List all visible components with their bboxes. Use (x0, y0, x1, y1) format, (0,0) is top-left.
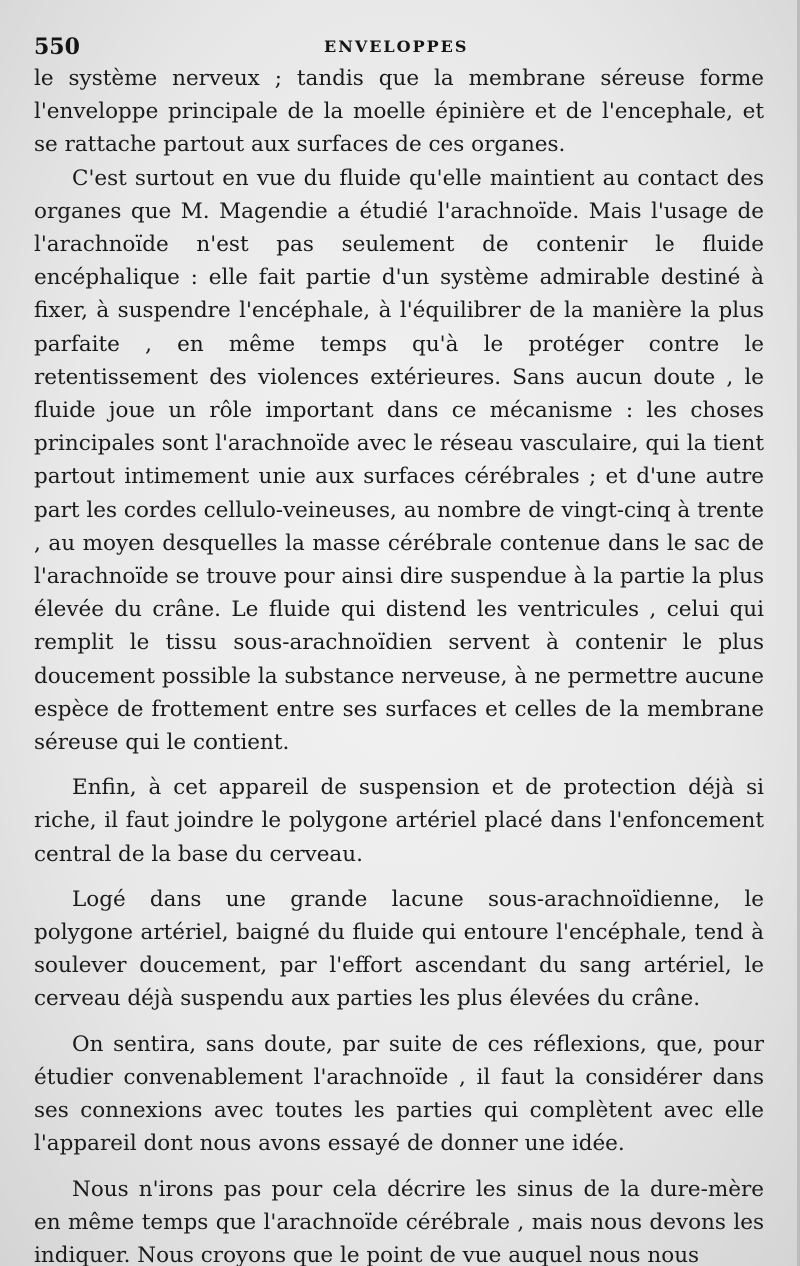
body-text (34, 62, 764, 1266)
paragraph: Logé dans une grande lacune sous-arachnoïdienne, le polygone artériel, baigné du fluide qui entoure l'encéphale, tend à soulever doucement, par l'effort ascendant du sang artériel, le cerveau déjà suspendu aux parties les plus élevées du crâne. (34, 886, 764, 1012)
page-header (34, 34, 770, 64)
running-head: ENVELOPPES (324, 37, 469, 56)
paragraph: On sentira, sans doute, par suite de ces réflexions, que, pour étudier convenablement l'arachnoïde , il faut la considérer dans ses connexions avec toutes les parties qui complètent avec elle l'appareil dont nous avons essayé de donner une idée. (34, 1031, 764, 1157)
page-number: 550 (34, 34, 80, 60)
paragraph: Nous n'irons pas pour cela décrire les sinus de la dure-mère en même temps que l'arachnoïde cérébrale , mais nous devons les indiquer. Nous croyons que le point de vue auquel nous nous (34, 1176, 764, 1266)
paragraph-continuation: le système nerveux ; tandis que la membrane séreuse forme l'enveloppe principale de la moelle épinière et de l'encephale, et se rattache partout aux surfaces de ces organes. (34, 66, 764, 158)
paragraph: C'est surtout en vue du fluide qu'elle maintient au contact des organes que M. Magendie a étudié l'arachnoïde. Mais l'usage de l'arachnoïde n'est pas seulement de contenir le fluide encéphalique : elle fait partie d'un système admirable destiné à fixer, à suspendre l'encéphale, à l'équilibrer de la manière la plus parfaite , en même temps qu'à le protéger contre le retentissement des violences extérieures. Sans aucun doute , le fluide joue un rôle important dans ce mécanisme : les choses principales sont l'arachnoïde avec le réseau vasculaire, qui la tient partout intimement unie aux surfaces cérébrales ; et d'une autre part les cordes cellulo-veineuses, au nombre de vingt-cinq à trente , au moyen desquelles la masse cérébrale contenue dans le sac de l'arachnoïde se trouve pour ainsi dire suspendue à la partie la plus élevée du crâne. Le fluide qui distend les ventricules , celui qui remplit le tissu sous-arachnoïdien servent à contenir le plus doucement possible la substance nerveuse, à ne permettre aucune espèce de frottement entre ses surfaces et celles de la membrane séreuse qui le contient. (34, 165, 764, 756)
paragraph: Enfin, à cet appareil de suspension et de protection déjà si riche, il faut joindre le polygone artériel placé dans l'enfoncement central de la base du cerveau. (34, 775, 764, 867)
